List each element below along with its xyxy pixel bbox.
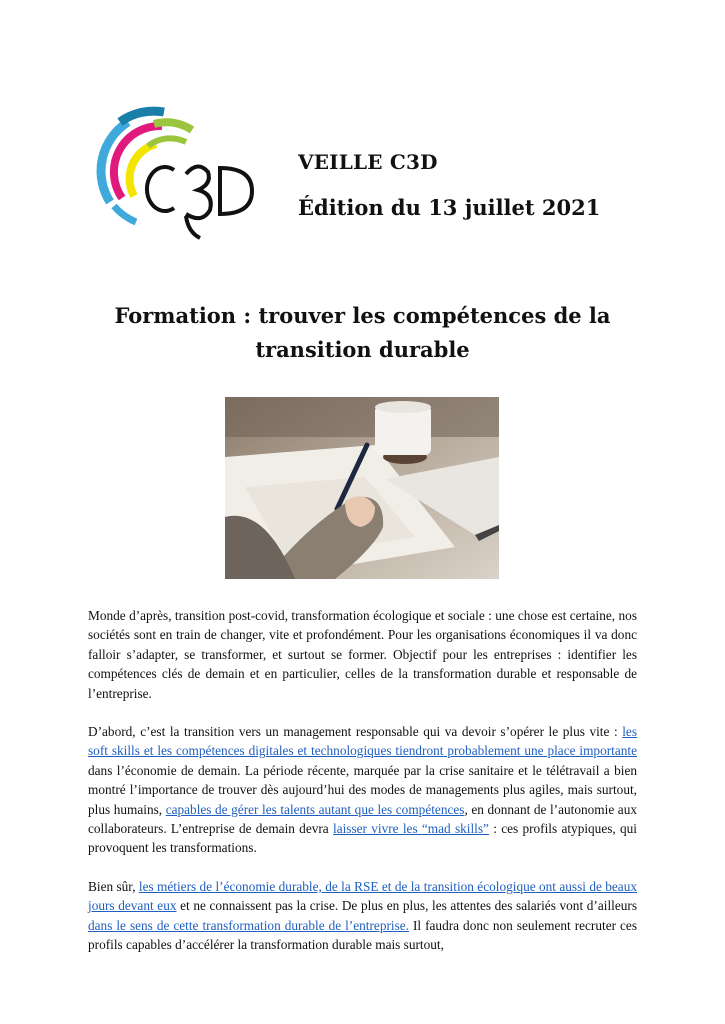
p3-text-3: Il faudra donc non seulement recruter ces profils capables d’accélérer la transformation durable mais surtout, — [88, 917, 638, 953]
p3-text-1: Bien sûr, — [88, 878, 139, 894]
article-body — [88, 606, 637, 974]
title-line-2: transition durable — [255, 337, 470, 362]
edition-date: Édition du 13 juillet 2021 — [298, 195, 601, 220]
transformation-link[interactable]: dans le sens de cette transformation durable de l’entreprise. — [88, 917, 409, 933]
p2-text-4: : ces profils atypiques, qui provoquent les transformations. — [88, 821, 637, 856]
paragraph-3 — [88, 877, 637, 955]
p2-text-1: D’abord, c’est la transition vers un management responsable qui va devoir s’opérer le plus vite : — [88, 724, 623, 740]
veille-title: VEILLE C3D — [298, 150, 438, 174]
metiers-link[interactable]: les métiers de l’économie durable, de la RSE et de la transition écologique ont aussi de beaux jours devant eux — [88, 878, 638, 914]
writing-hand-photo-icon — [225, 397, 499, 579]
p2-text-2: dans l’économie de demain. La période récente, marquée par la crise sanitaire et le télétravail a bien montré l’importance de trouver dès aujourd’hui des modes de managements plus agiles, mais surtout, plus humains, — [88, 762, 637, 817]
soft-skills-link[interactable]: les soft skills et les compétences digitales et technologiques tiendront probablement une place importante — [88, 724, 637, 759]
mad-skills-link[interactable]: laisser vivre les “mad skills” — [333, 821, 489, 837]
paragraph-2 — [88, 722, 637, 858]
c3d-logo — [92, 106, 260, 246]
p3-text-2: et ne connaissent pas la crise. De plus en plus, les attentes des salariés vont d’ailleurs — [176, 898, 637, 914]
talents-link[interactable]: capables de gérer les talents autant que les compétences — [165, 801, 465, 817]
header — [298, 150, 600, 220]
title-line-1: Formation : trouver les compétences de la — [114, 303, 611, 328]
p2-text-3: , en donnant de l’autonomie aux collaborateurs. L’entreprise de demain devra — [88, 801, 637, 837]
article-title — [80, 299, 645, 367]
paragraph-1: Monde d’après, transition post-covid, transformation écologique et sociale : une chose est certaine, nos sociétés sont en train de changer, vite et profondément. Pour les organisations économiques il va donc falloir s’adapter, se transformer, et surtout se former. Objectif pour les entreprises : identifier les compétences clés de demain et en particulier, celles de la transformation durable et responsable de l’entreprise. — [88, 608, 637, 701]
